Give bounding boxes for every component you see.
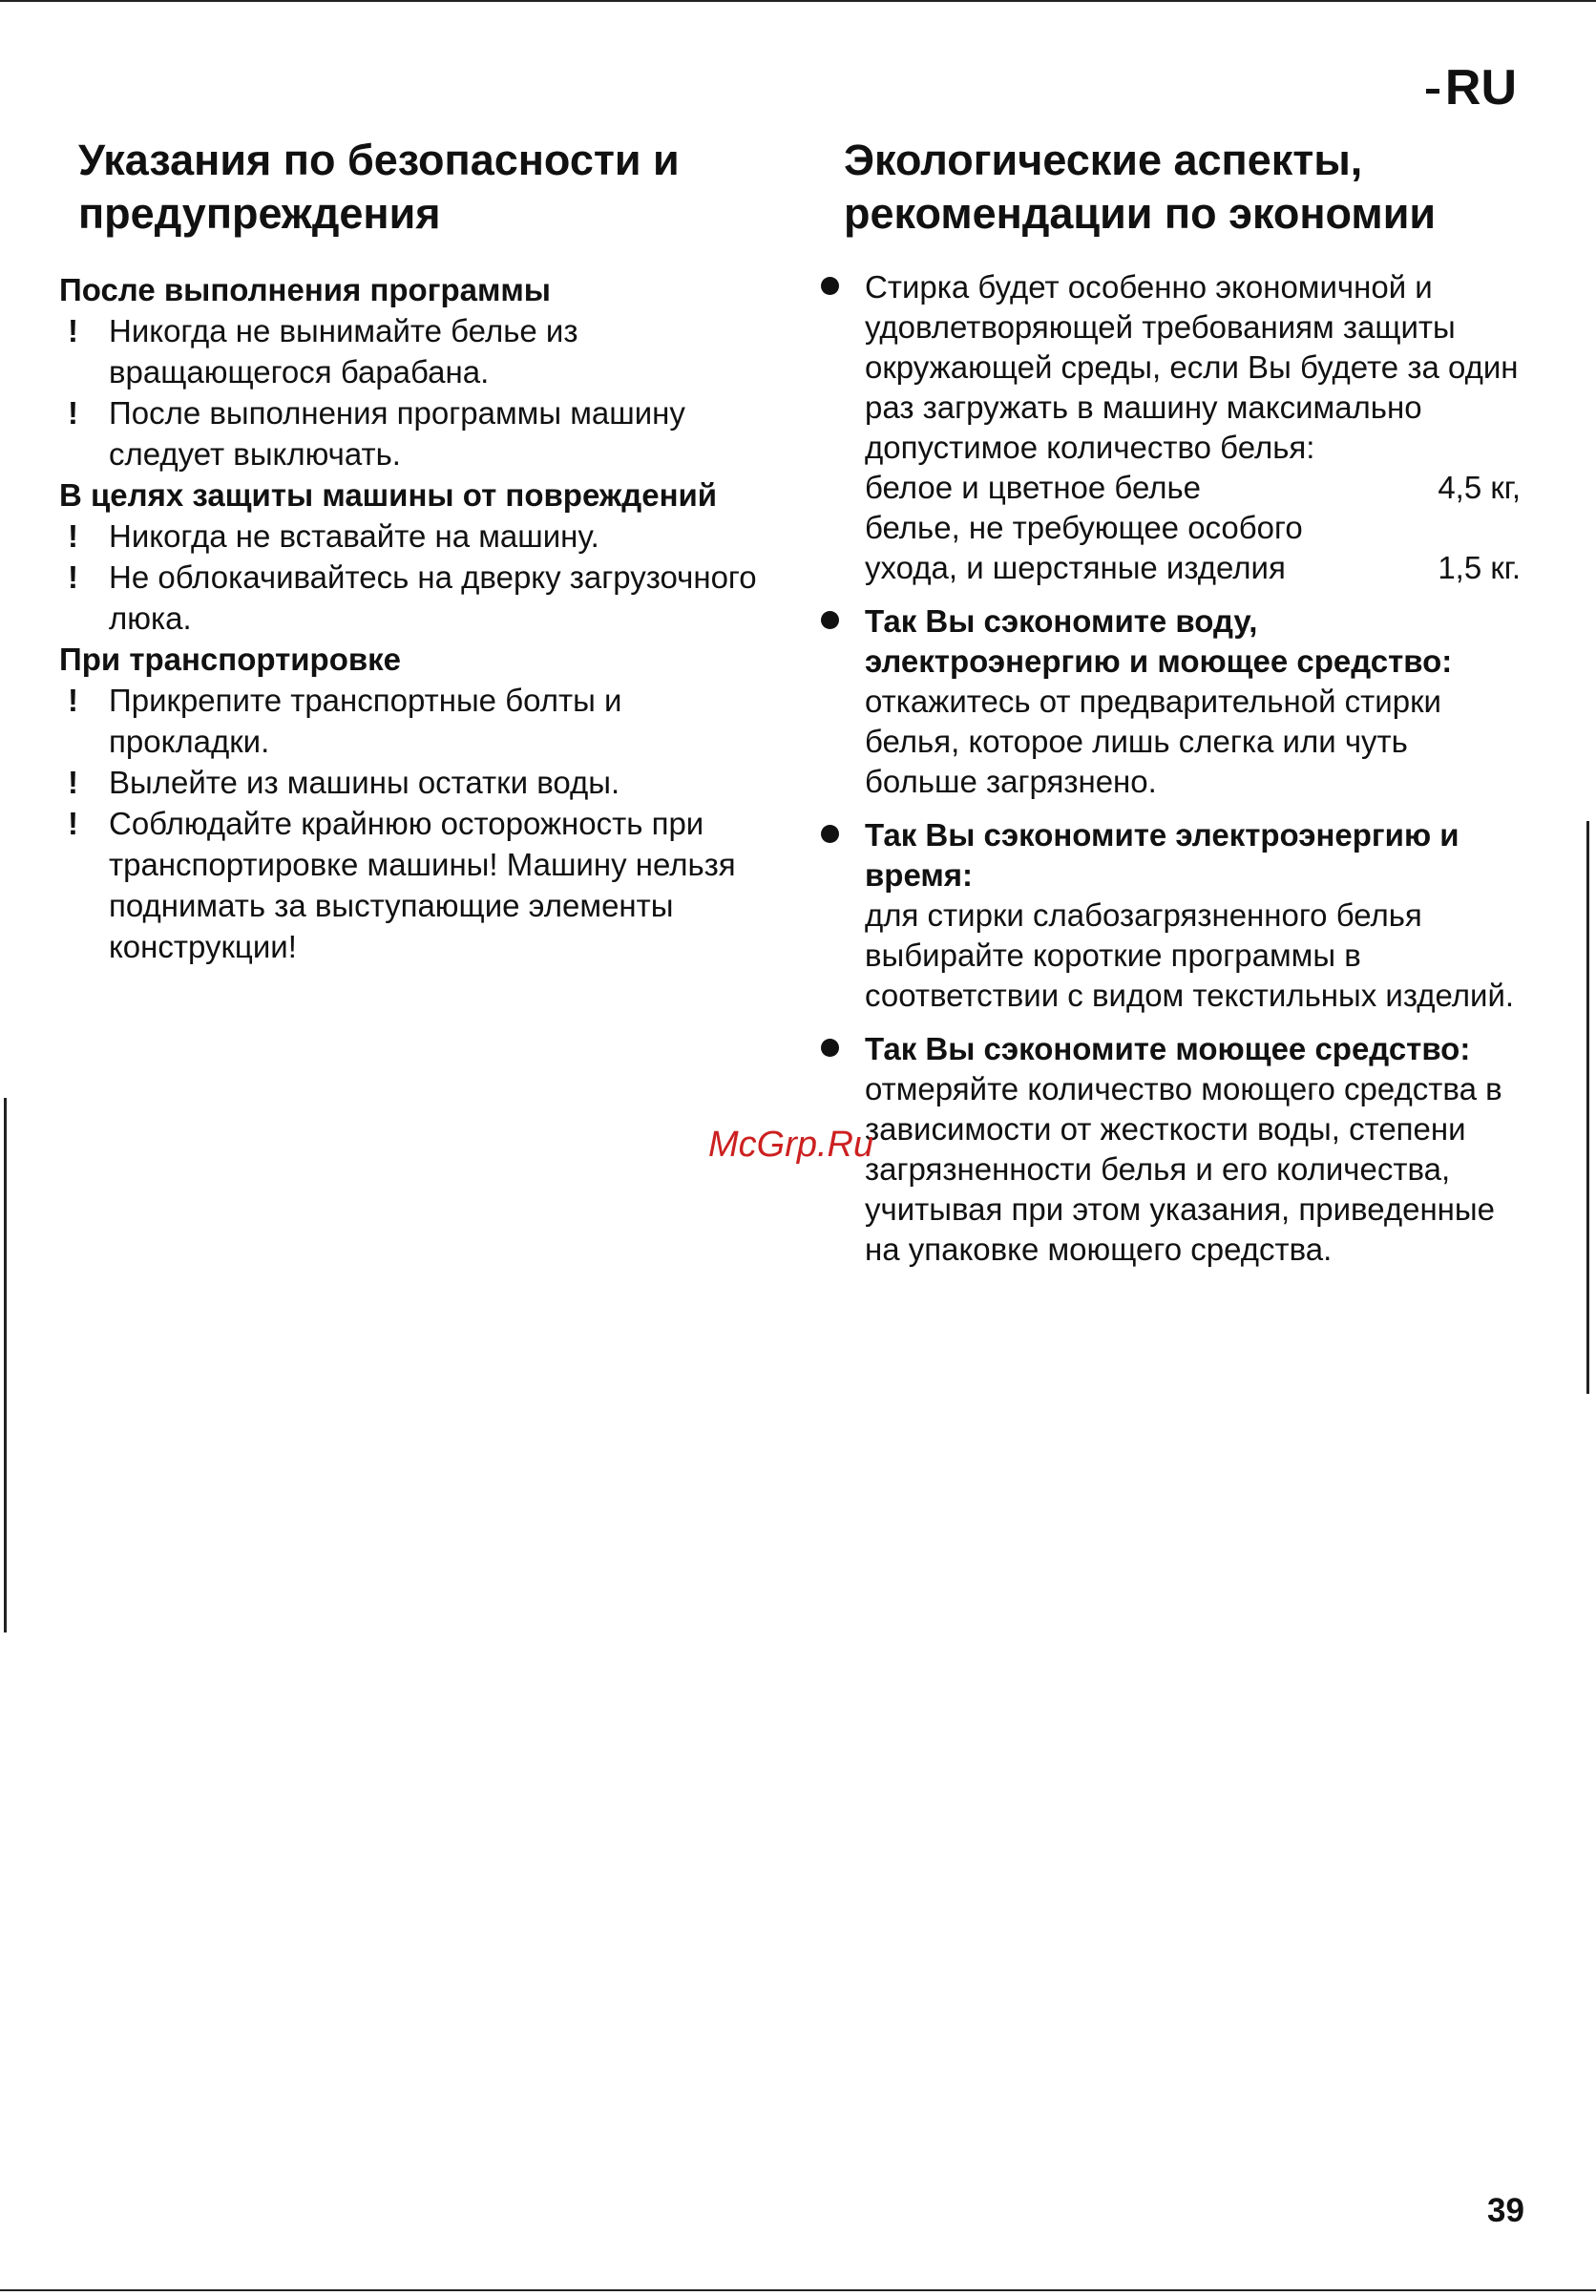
exclamation-icon: !: [68, 313, 78, 348]
warning-item: ! Никогда не вставайте на машину.: [59, 516, 766, 557]
scan-artifact: [1586, 821, 1589, 1394]
scan-artifact: [0, 0, 1596, 2]
safety-title: Указания по безопасности и предупреждения: [78, 136, 680, 238]
watermark-text: McGrp.Ru: [708, 1125, 874, 1165]
scan-artifact: [0, 2289, 1596, 2291]
exclamation-icon: !: [68, 518, 78, 554]
ecology-column: [819, 134, 1521, 1283]
warning-item: ! Вылейте из машины остатки воды.: [59, 762, 766, 803]
list-item: Так Вы сэкономите воду, электроэнергию и моющее средство: откажитесь от предварительной стирки белья, которое лишь слегка или чуть больше загрязнено.: [819, 601, 1521, 802]
load-row: ухода, и шерстяные изделия 1,5 кг.: [865, 550, 1521, 585]
scan-artifact: [4, 1098, 7, 1632]
bullet-icon: [819, 267, 865, 588]
warning-item: ! Соблюдайте крайнюю осторожность при транспортировке машины! Машину нельзя поднимать за выступающие элементы конструкции!: [59, 803, 766, 967]
exclamation-icon: !: [68, 395, 78, 431]
exclamation-icon: !: [68, 559, 78, 595]
list-item: Так Вы сэкономите электроэнергию и время: для стирки слабозагрязненного белья выбирайте короткие программы в соответствии с видом текстильных изделий.: [819, 815, 1521, 1016]
ecology-title: Экологические аспекты, рекомендации по экономии: [844, 136, 1437, 238]
warning-item: ! Не облокачивайтесь на дверку загрузочного люка.: [59, 557, 766, 639]
exclamation-icon: !: [68, 765, 78, 800]
language-code: RU: [1426, 59, 1517, 116]
bullet-icon: [819, 601, 865, 802]
safety-column: [59, 134, 766, 967]
warning-item: ! Прикрепите транспортные болты и прокладки.: [59, 680, 766, 762]
section-heading-after-program: После выполнения программы: [59, 272, 551, 307]
warning-item: ! Никогда не вынимайте белье из вращающегося барабана.: [59, 310, 766, 392]
exclamation-icon: !: [68, 806, 78, 841]
warning-item: ! После выполнения программы машину следует выключать.: [59, 392, 766, 474]
exclamation-icon: !: [68, 683, 78, 718]
bullet-icon: [819, 815, 865, 1016]
section-heading-protection: В целях защиты машины от повреждений: [59, 477, 718, 513]
list-item: Стирка будет особенно экономичной и удовлетворяющей требованиям защиты окружающей среды, если Вы будете за один раз загружать в машину максимально допустимое количество белья: белое и цветное белье 4,5 кг, белье, не требующее особого ухода, и шерстяные изделия 1,5 кг.: [819, 267, 1521, 588]
page-number: 39: [1487, 2192, 1524, 2229]
section-heading-transport: При транспортировке: [59, 642, 402, 677]
load-row: белое и цветное белье 4,5 кг,: [865, 470, 1521, 505]
list-item: Так Вы сэкономите моющее средство: отмеряйте количество моющего средства в зависимости от жесткости воды, степени загрязненности белья и его количества, учитывая при этом указания, приведенные на упаковке моющего средства.: [819, 1029, 1521, 1270]
